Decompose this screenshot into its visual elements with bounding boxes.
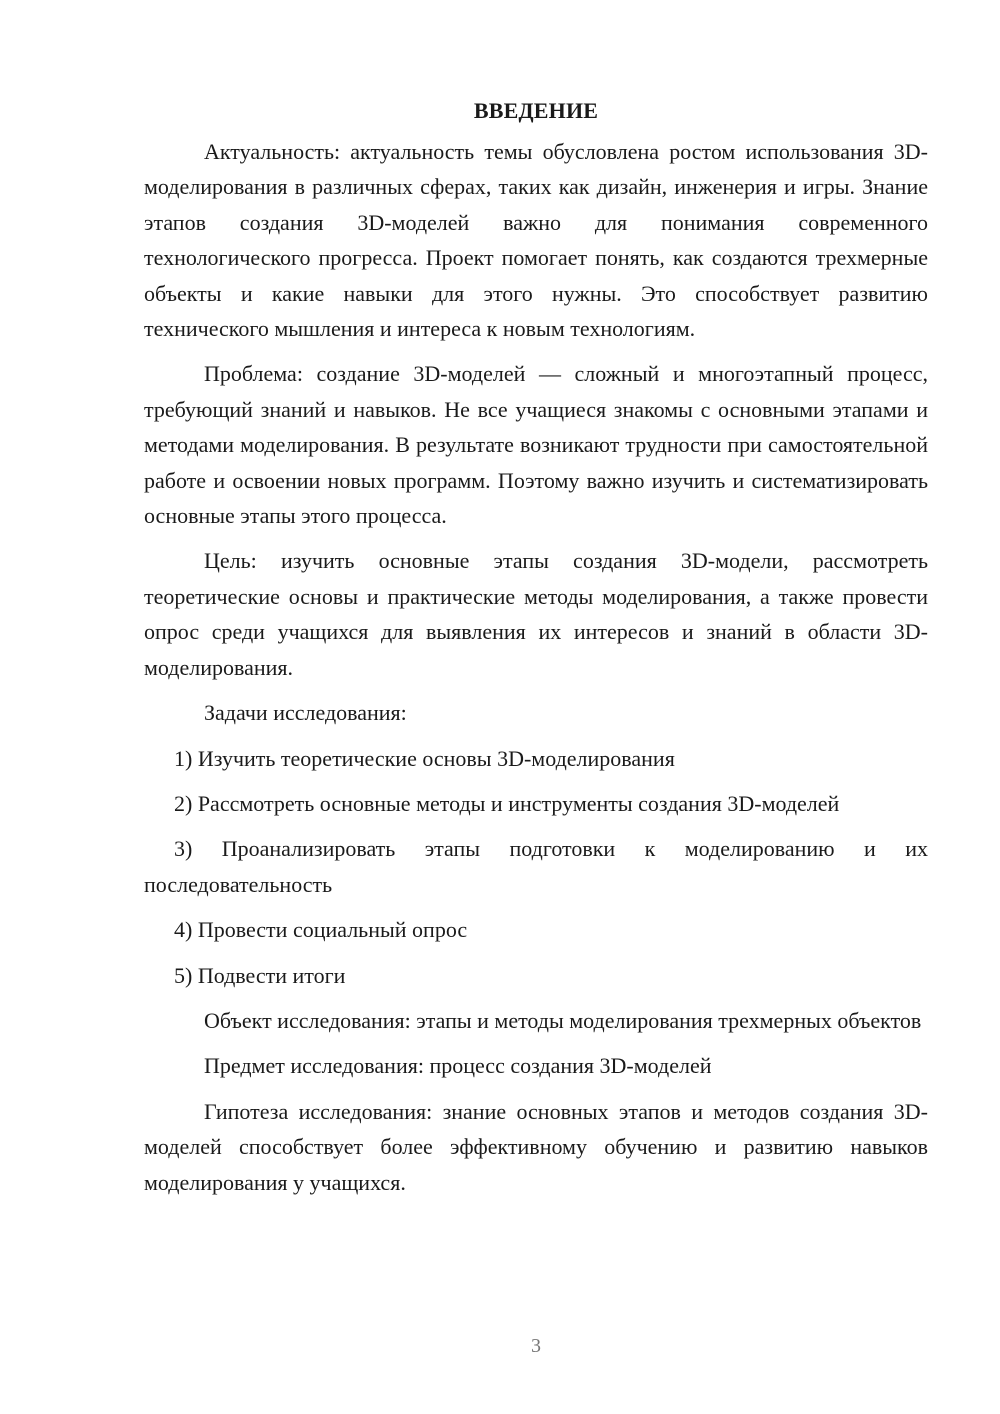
tasks-heading: Задачи исследования: (204, 700, 407, 726)
task-item-5: 5) Подвести итоги (174, 962, 346, 988)
page-number: 3 (531, 1335, 541, 1357)
problem-paragraph: Проблема: создание 3D-моделей — сложный и многоэтапный процесс, требующий знаний и навыков. Не все учащиеся знакомы с основными этапами и методами моделирования. В результате возникают трудности при самостоятельной работе и освоении новых программ. Поэтому важно изучить и систематизировать основные этапы этого процесса. (144, 361, 928, 529)
object-paragraph: Объект исследования: этапы и методы моделирования трехмерных объектов (204, 1007, 922, 1033)
relevance-paragraph: Актуальность: актуальность темы обусловлена ростом использования 3D-моделирования в различных сферах, таких как дизайн, инженерия и игры. Знание этапов создания 3D-моделей важно для понимания современного технологического прогресса. Проект помогает понять, как создаются трехмерные объекты и какие навыки для этого нужны. Это способствует развитию технического мышления и интереса к новым технологиям. (144, 139, 928, 342)
page-content (144, 96, 928, 1200)
task-item-4: 4) Провести социальный опрос (174, 917, 468, 943)
goal-paragraph: Цель: изучить основные этапы создания 3D-модели, рассмотреть теоретические основы и практические методы моделирования, а также провести опрос среди учащихся для выявления их интересов и знаний в области 3D-моделирования. (144, 548, 928, 680)
section-title: ВВЕДЕНИЕ (473, 98, 599, 123)
subject-paragraph: Предмет исследования: процесс создания 3D-моделей (204, 1053, 712, 1079)
task-item-1: 1) Изучить теоретические основы 3D-моделирования (174, 745, 675, 771)
task-item-3: 3) Проанализировать этапы подготовки к моделированию и их последовательность (144, 836, 928, 897)
hypothesis-paragraph: Гипотеза исследования: знание основных этапов и методов создания 3D-моделей способствует более эффективному обучению и развитию навыков моделирования у учащихся. (144, 1098, 928, 1195)
task-item-2: 2) Рассмотреть основные методы и инструменты создания 3D-моделей (174, 790, 840, 816)
